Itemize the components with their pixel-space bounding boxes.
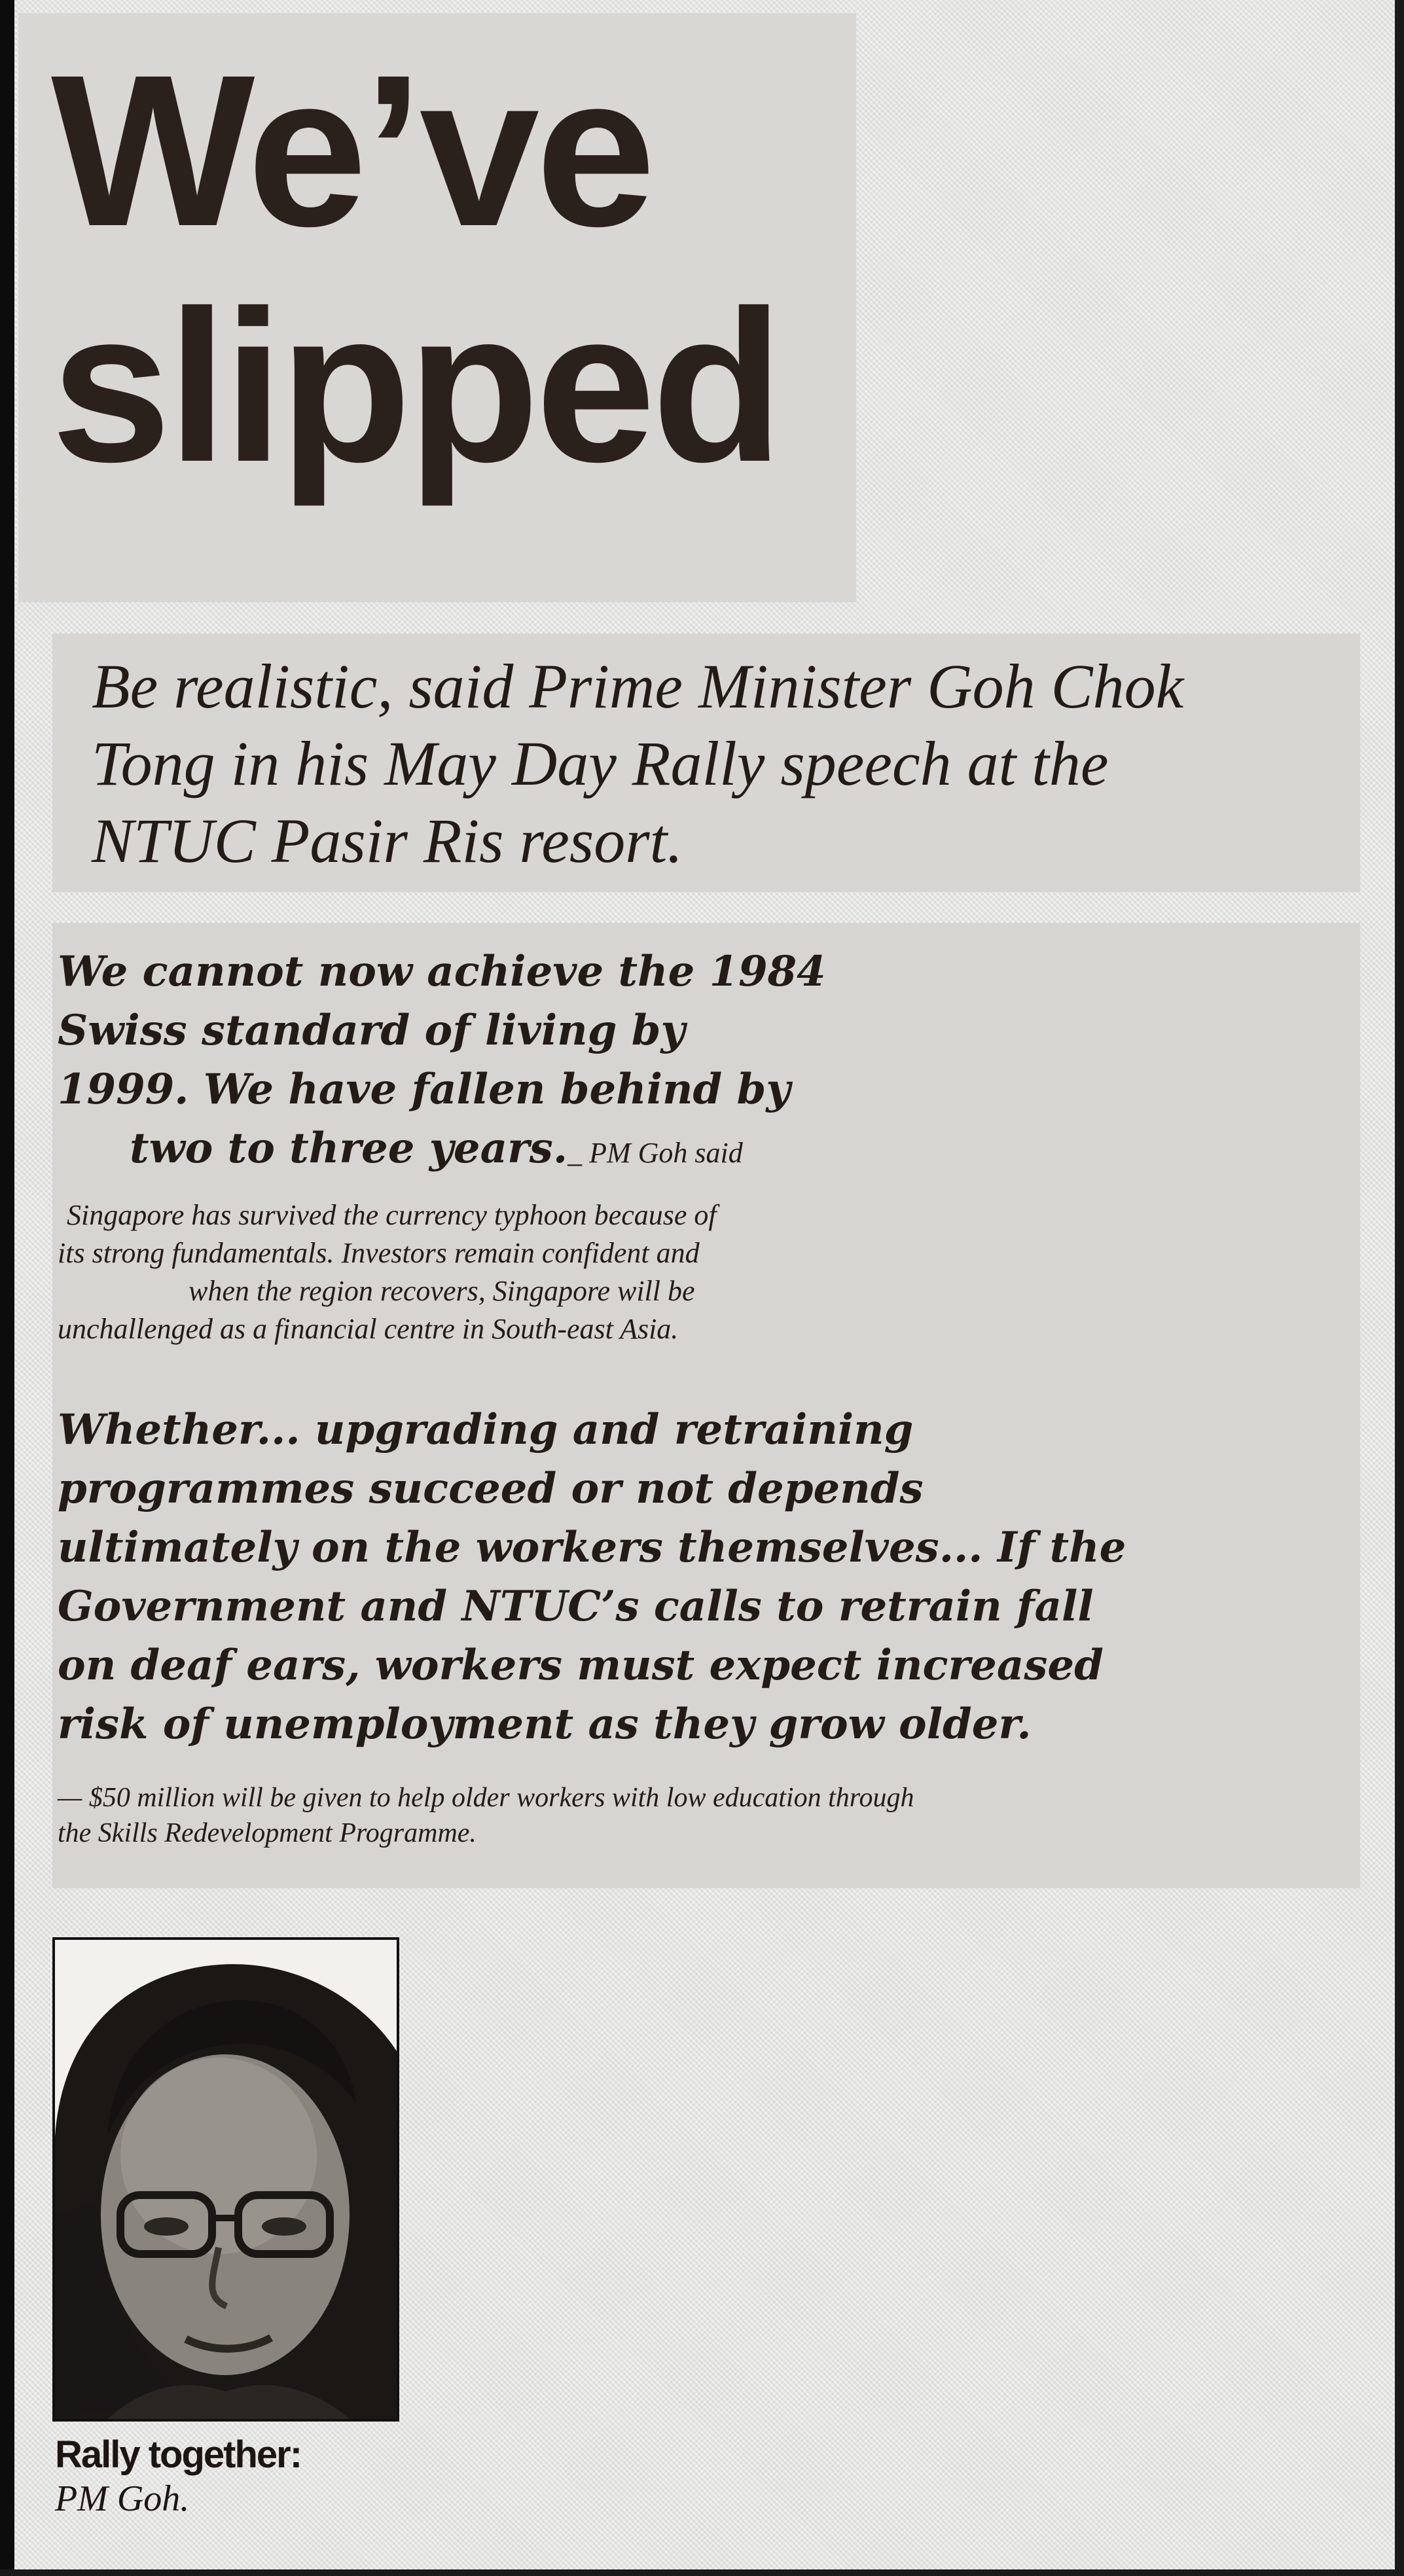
- summary-line: the Skills Redevelopment Programme.: [58, 1818, 477, 1848]
- right-border: [1395, 0, 1404, 2576]
- caption-title: Rally together:: [55, 2433, 302, 2476]
- deck-line: NTUC Pasir Ris resort.: [92, 806, 683, 876]
- quote-line: [58, 1119, 826, 1183]
- quote-line: ultimately on the workers themselves... If the: [58, 1523, 1126, 1572]
- deck-line: Be realistic, said Prime Minister Goh Chok: [92, 651, 1184, 721]
- pull-quote-2: [58, 1401, 1126, 1754]
- quote-line: risk of unemployment as they grow older.: [58, 1700, 1032, 1749]
- deck: [92, 648, 1335, 880]
- quote-last-line: two to three years.: [130, 1124, 568, 1173]
- quote-line: 1999. We have fallen behind by: [58, 1065, 791, 1114]
- summary-line: unchallenged as a financial centre in South-east Asia.: [58, 1313, 679, 1345]
- deck-panel: [52, 634, 1360, 892]
- bottom-border: [0, 2569, 1404, 2576]
- quote-line: We cannot now achieve the 1984: [58, 947, 826, 996]
- pull-quote-1: [58, 942, 826, 1183]
- summary-line: Singapore has survived the currency typhoon because of: [67, 1199, 717, 1231]
- quote-line: Whether... upgrading and retraining: [58, 1405, 914, 1454]
- deck-line: Tong in his May Day Rally speech at the: [92, 728, 1109, 798]
- quote-line: programmes succeed or not depends: [58, 1464, 924, 1513]
- portrait-photo-icon: [55, 1940, 397, 2419]
- summary-2: [58, 1780, 914, 1851]
- quote-line: Swiss standard of living by: [58, 1006, 685, 1055]
- summary-line: its strong fundamentals. Investors remain confident and: [58, 1237, 700, 1269]
- caption-text: PM Goh.: [55, 2478, 190, 2519]
- summary-line: — $50 million will be given to help older workers with low education through: [58, 1783, 914, 1813]
- headline-line: slipped: [51, 265, 780, 507]
- summary-line: when the region recovers, Singapore will be: [189, 1275, 695, 1307]
- quotes-panel: [52, 923, 1360, 1888]
- quote-attribution: _ PM Goh said: [567, 1137, 743, 1169]
- left-border: [0, 0, 14, 2576]
- summary-1: [58, 1196, 717, 1348]
- quote-line: on deaf ears, workers must expect increased: [58, 1641, 1104, 1690]
- quote-line: Government and NTUC’s calls to retrain fall: [58, 1582, 1094, 1631]
- headline-panel: [18, 13, 856, 602]
- headline: [51, 29, 780, 507]
- headline-line: We’ve: [51, 29, 652, 271]
- portrait-photo: [52, 1937, 399, 2422]
